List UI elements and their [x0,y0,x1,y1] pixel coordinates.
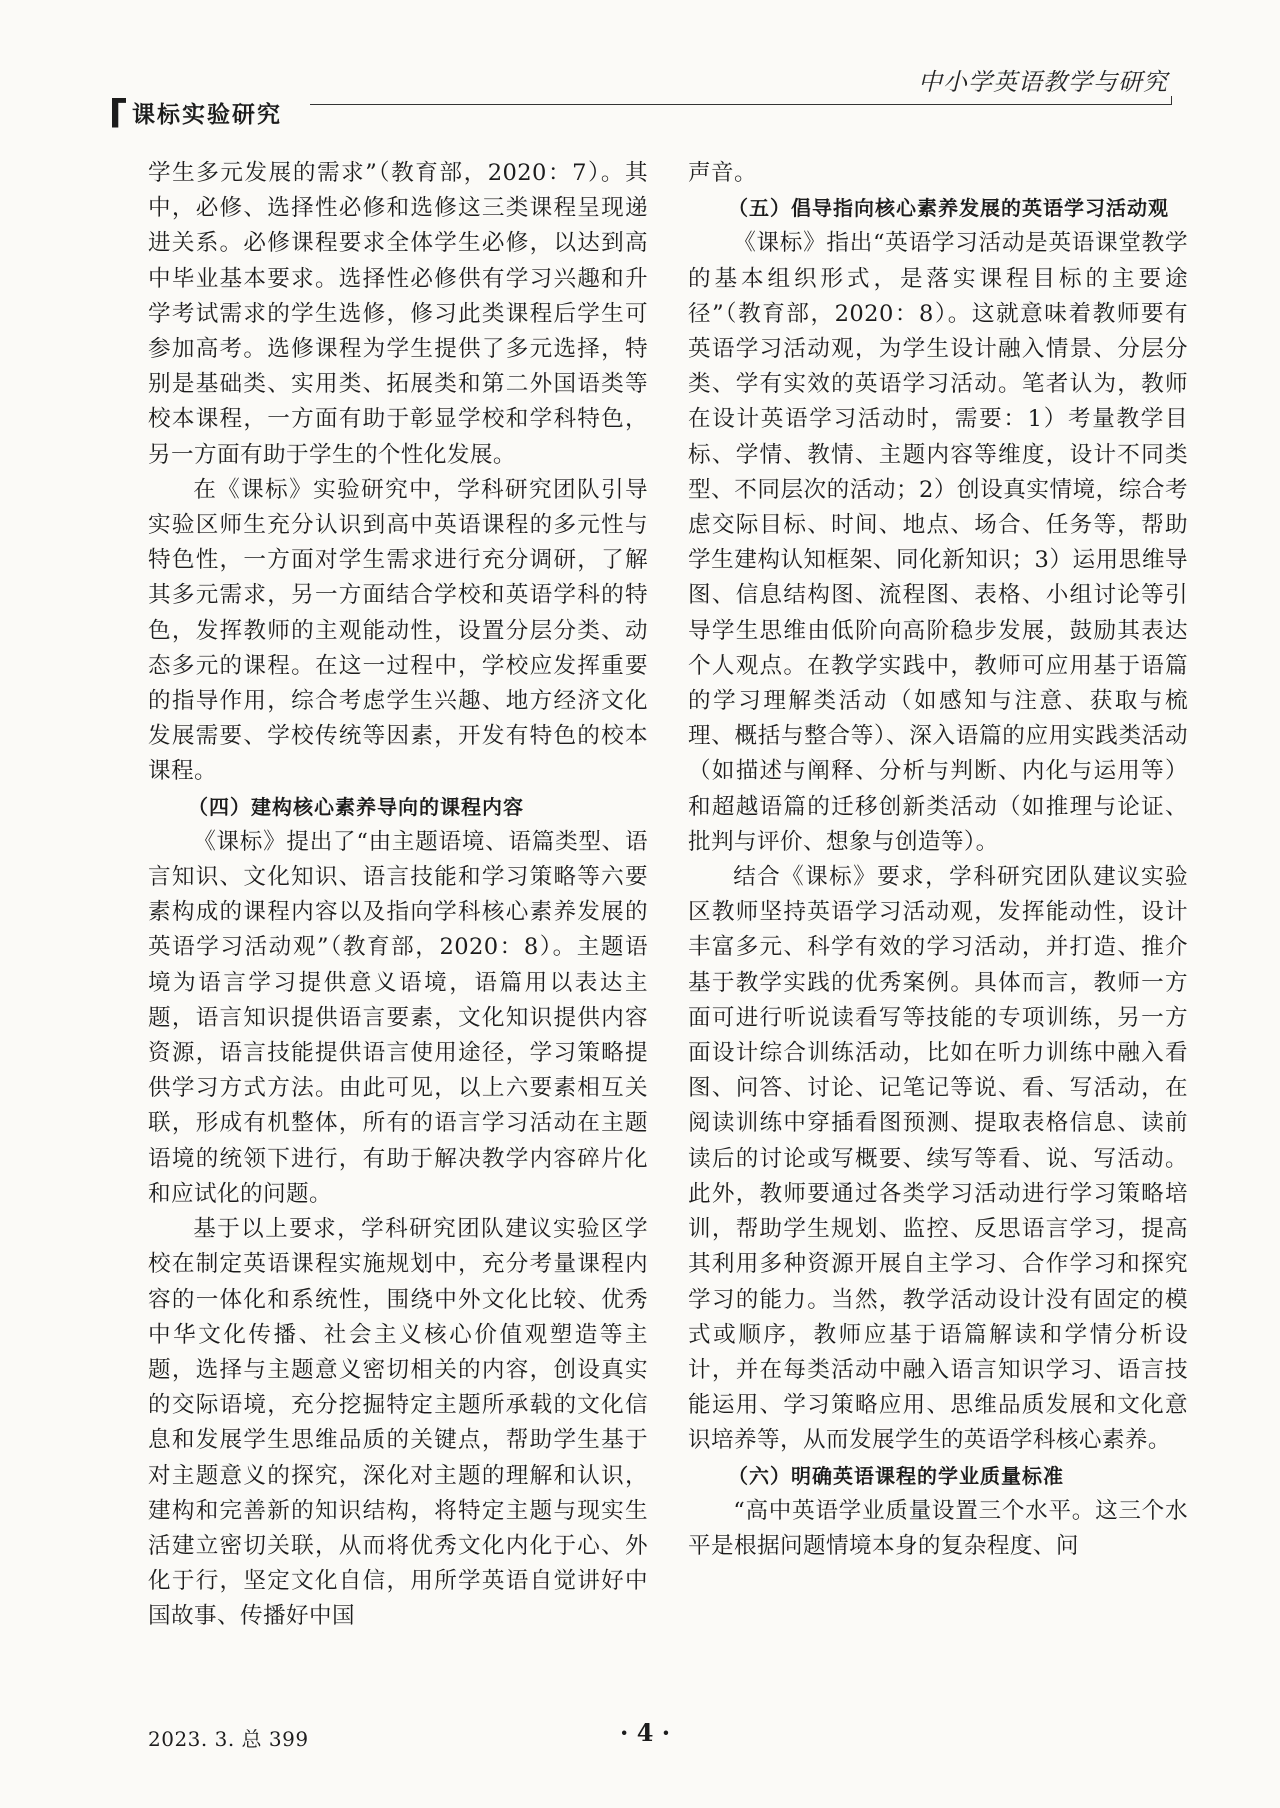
section-label: 课标实验研究 [132,102,282,128]
journal-title: 中小学英语教学与研究 [918,68,1168,96]
body-paragraph: “高中英语学业质量设置三个水平。这三个水平是根据问题情境本身的复杂程度、问 [688,1497,1188,1559]
section-heading: （六）明确英语课程的学业质量标准 [728,1463,1064,1488]
header-rule-tick [1171,96,1172,105]
section-heading: （五）倡导指向核心素养发展的英语学习活动观 [728,196,1169,221]
body-paragraph: 结合《课标》要求，学科研究团队建议实验区教师坚持英语学习活动观，发挥能动性，设计丰富多元、科学有效的学习活动，并打造、推介基于教学实践的优秀案例。具体而言，教师一方面可进行听说读看写等技能的专项训练，另一方面设计综合训练活动，比如在听力训练中融入看图、问答、讨论、记笔记等说、看、写活动，在阅读训练中穿插看图预测、提取表格信息、读前读后的讨论或写概要、续写等看、说、写活动。此外，教师要通过各类学习活动进行学习策略培训，帮助学生规划、监控、反思语言学习，提高其利用多种资源开展自主学习、合作学习和探究学习的能力。当然，教学活动设计没有固定的模式或顺序，教师应基于语篇解读和学情分析设计，并在每类活动中融入语言知识学习、语言技能运用、学习策略应用、思维品质发展和文化意识培养等，从而发展学生的英语学科核心素养。 [688,864,1188,1454]
section-marker-icon [112,98,126,128]
body-paragraph: 学生多元发展的需求”（教育部，2020：7）。其中，必修、选择性必修和选修这三类课程呈现递进关系。必修课程要求全体学生必修，以达到高中毕业基本要求。选择性必修供有学习兴趣和升学考试需求的学生选修，修习此类课程后学生可参加高考。选修课程为学生提供了多元选择，特别是基础类、实用类、拓展类和第二外国语类等校本课程，一方面有助于彰显学校和学科特色，另一方面有助于学生的个性化发展。 [148,160,648,468]
section-heading: （四）建构核心素养导向的课程内容 [188,794,524,819]
body-paragraph: 在《课标》实验研究中，学科研究团队引导实验区师生充分认识到高中英语课程的多元性与特色性，一方面对学生需求进行充分调研，了解其多元需求，另一方面结合学校和英语学科的特色，发挥教师的主观能动性，设置分层分类、动态多元的课程。在这一过程中，学校应发挥重要的指导作用，综合考虑学生兴趣、地方经济文化发展需要、学校传统等因素，开发有特色的校本课程。 [148,476,648,785]
section-badge [112,96,282,129]
issue-info: 2023. 3. 总 399 [148,1727,309,1751]
page-number: · 4 · [620,1718,671,1747]
body-paragraph: 基于以上要求，学科研究团队建议实验区学校在制定英语课程实施规划中，充分考量课程内容的一体化和系统性，围绕中外文化比较、优秀中华文化传播、社会主义核心价值观塑造等主题，选择与主题意义密切相关的内容，创设真实的交际语境，充分挖掘特定主题所承载的文化信息和发展学生思维品质的关键点，帮助学生基于对主题意义的探究，深化对主题的理解和认识，建构和完善新的知识结构，将特定主题与现实生活建立密切关联，从而将优秀文化内化于心、外化于行，坚定文化自信，用所学英语自觉讲好中国故事、传播好中国 [148,1216,648,1630]
left-column [148,156,648,1666]
body-paragraph: 《课标》提出了“由主题语境、语篇类型、语言知识、文化知识、语言技能和学习策略等六要素构成的课程内容以及指向学科核心素养发展的英语学习活动观”（教育部，2020：8）。主题语境为语言学习提供意义语境，语篇用以表达主题，语言知识提供语言要素，文化知识提供内容资源，语言技能提供语言使用途径，学习策略提供学习方式方法。由此可见，以上六要素相互关联，形成有机整体，所有的语言学习活动在主题语境的统领下进行，有助于解决教学内容碎片化和应试化的问题。 [148,828,648,1207]
header-rule [310,104,1172,105]
body-paragraph: 《课标》指出“英语学习活动是英语课堂教学的基本组织形式，是落实课程目标的主要途径”（教育部，2020：8）。这就意味着教师要有英语学习活动观，为学生设计融入情景、分层分类、学有实效的英语学习活动。笔者认为，教师在设计英语学习活动时，需要：1）考量教学目标、学情、教情、主题内容等维度，设计不同类型、不同层次的活动；2）创设真实情境，综合考虑交际目标、时间、地点、场合、任务等，帮助学生建构认知框架、同化新知识；3）运用思维导图、信息结构图、流程图、表格、小组讨论等引导学生思维由低阶向高阶稳步发展，鼓励其表达个人观点。在教学实践中，教师可应用基于语篇的学习理解类活动（如感知与注意、获取与梳理、概括与整合等）、深入语篇的应用实践类活动（如描述与阐释、分析与判断、内化与运用等）和超越语篇的迁移创新类活动（如推理与论证、批判与评价、想象与创造等）。 [688,230,1188,855]
right-column [688,156,1188,1666]
article-body [148,156,1188,1666]
body-paragraph: 声音。 [688,160,757,186]
